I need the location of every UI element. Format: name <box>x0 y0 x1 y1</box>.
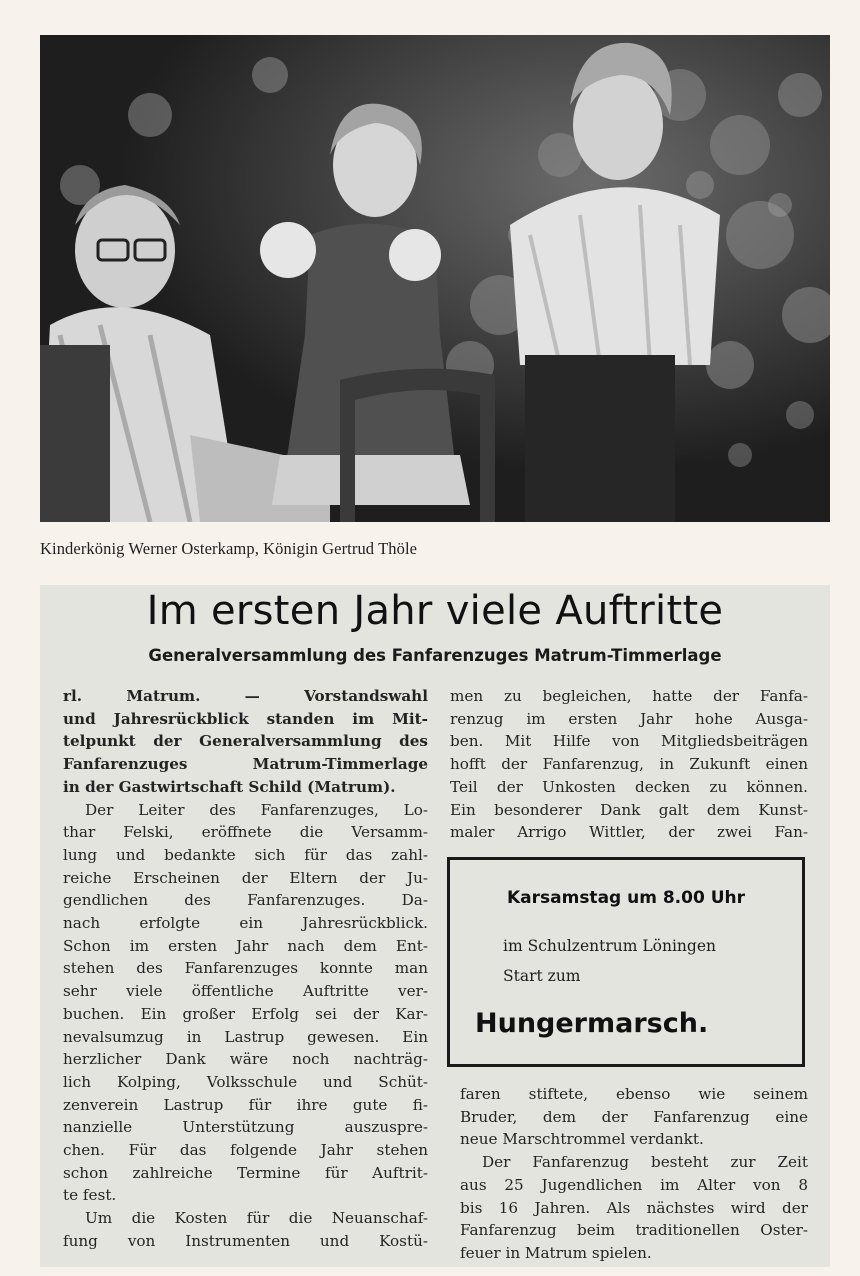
text-line: reiche Erscheinen der Eltern der Ju- <box>63 868 428 887</box>
text-line: Teil der Unkosten decken zu können. <box>450 777 808 796</box>
text-line: Schon im ersten Jahr nach dem Ent- <box>63 936 428 955</box>
text-line: Fanfarenzuges Matrum-Timmerlage <box>63 755 428 774</box>
advert-location: im Schulzentrum Löningen <box>503 937 716 955</box>
text-line: thar Felski, eröffnete die Versamm- <box>63 823 428 842</box>
text-line: hofft der Fanfarenzug, in Zukunft einen <box>450 755 808 774</box>
newspaper-photo <box>40 35 830 522</box>
text-line: in der Gastwirtschaft Schild (Matrum). <box>63 777 396 796</box>
text-line: neue Marschtrommel verdankt. <box>460 1130 704 1149</box>
text-line: bis 16 Jahren. Als nächstes wird der <box>460 1198 808 1217</box>
text-line: maler Arrigo Wittler, der zwei Fan- <box>450 823 808 842</box>
text-line: Bruder, dem der Fanfarenzug eine <box>460 1107 808 1126</box>
photo-caption: Kinderkönig Werner Osterkamp, Königin Gertrud Thöle <box>40 539 418 558</box>
article-left-column <box>63 685 428 1253</box>
text-line: Der Leiter des Fanfarenzuges, Lo- <box>85 800 428 819</box>
text-line: ben. Mit Hilfe von Mitgliedsbeiträgen <box>450 732 808 751</box>
text-line: aus 25 Jugendlichen im Alter von 8 <box>460 1175 808 1194</box>
text-line: Ein besonderer Dank galt dem Kunst- <box>450 800 808 819</box>
text-line: nach erfolgte ein Jahresrückblick. <box>63 914 428 933</box>
text-line: und Jahresrückblick standen im Mit- <box>63 709 428 728</box>
text-line: feuer in Matrum spielen. <box>460 1243 652 1262</box>
text-line: Um die Kosten für die Neuanschaf- <box>85 1209 428 1228</box>
text-line: zenverein Lastrup für ihre gute fi- <box>63 1095 428 1114</box>
article-right-column-top <box>450 685 808 844</box>
text-line: rl. Matrum. — Vorstandswahl <box>63 687 428 705</box>
text-line: herzlicher Dank wäre noch nachträg- <box>63 1050 428 1069</box>
text-line: nevalsumzug in Lastrup gewesen. Ein <box>63 1027 428 1046</box>
text-line: renzug im ersten Jahr hohe Ausga- <box>450 709 808 728</box>
text-line: chen. Für das folgende Jahr stehen <box>63 1141 428 1160</box>
article-subheadline: Generalversammlung des Fanfarenzuges Matrum-Timmerlage <box>148 646 722 665</box>
text-line: lung und bedankte sich für das zahl- <box>63 845 428 864</box>
text-line: te fest. <box>63 1186 117 1205</box>
newspaper-clipping <box>40 585 830 1267</box>
text-line: telpunkt der Generalversammlung des <box>63 732 428 751</box>
text-line: buchen. Ein großer Erfolg sei der Kar- <box>63 1004 428 1023</box>
text-line: men zu begleichen, hatte der Fanfa- <box>450 687 808 705</box>
hungermarsch-advert <box>447 857 805 1067</box>
text-line: fung von Instrumenten und Kostü- <box>63 1231 428 1250</box>
article-headline: Im ersten Jahr viele Auftritte <box>146 588 724 634</box>
text-line: lich Kolping, Volksschule und Schüt- <box>63 1072 428 1091</box>
advert-event-name: Hungermarsch. <box>475 1008 709 1039</box>
text-line: gendlichen des Fanfarenzuges. Da- <box>63 891 428 910</box>
text-line: sehr viele öffentliche Auftritte ver- <box>63 982 428 1001</box>
text-line: Der Fanfarenzug besteht zur Zeit <box>482 1153 808 1172</box>
article-right-column-bottom <box>460 1083 808 1265</box>
advert-title: Karsamstag um 8.00 Uhr <box>506 888 746 908</box>
text-line: stehen des Fanfarenzuges konnte man <box>63 959 428 978</box>
text-line: faren stiftete, ebenso wie seinem <box>460 1085 808 1103</box>
advert-start-label: Start zum <box>503 967 581 985</box>
text-line: Fanfarenzug beim traditionellen Oster- <box>460 1221 808 1240</box>
text-line: schon zahlreiche Termine für Auftrit- <box>63 1163 428 1182</box>
text-line: nanzielle Unterstützung auszuspre- <box>63 1118 428 1137</box>
